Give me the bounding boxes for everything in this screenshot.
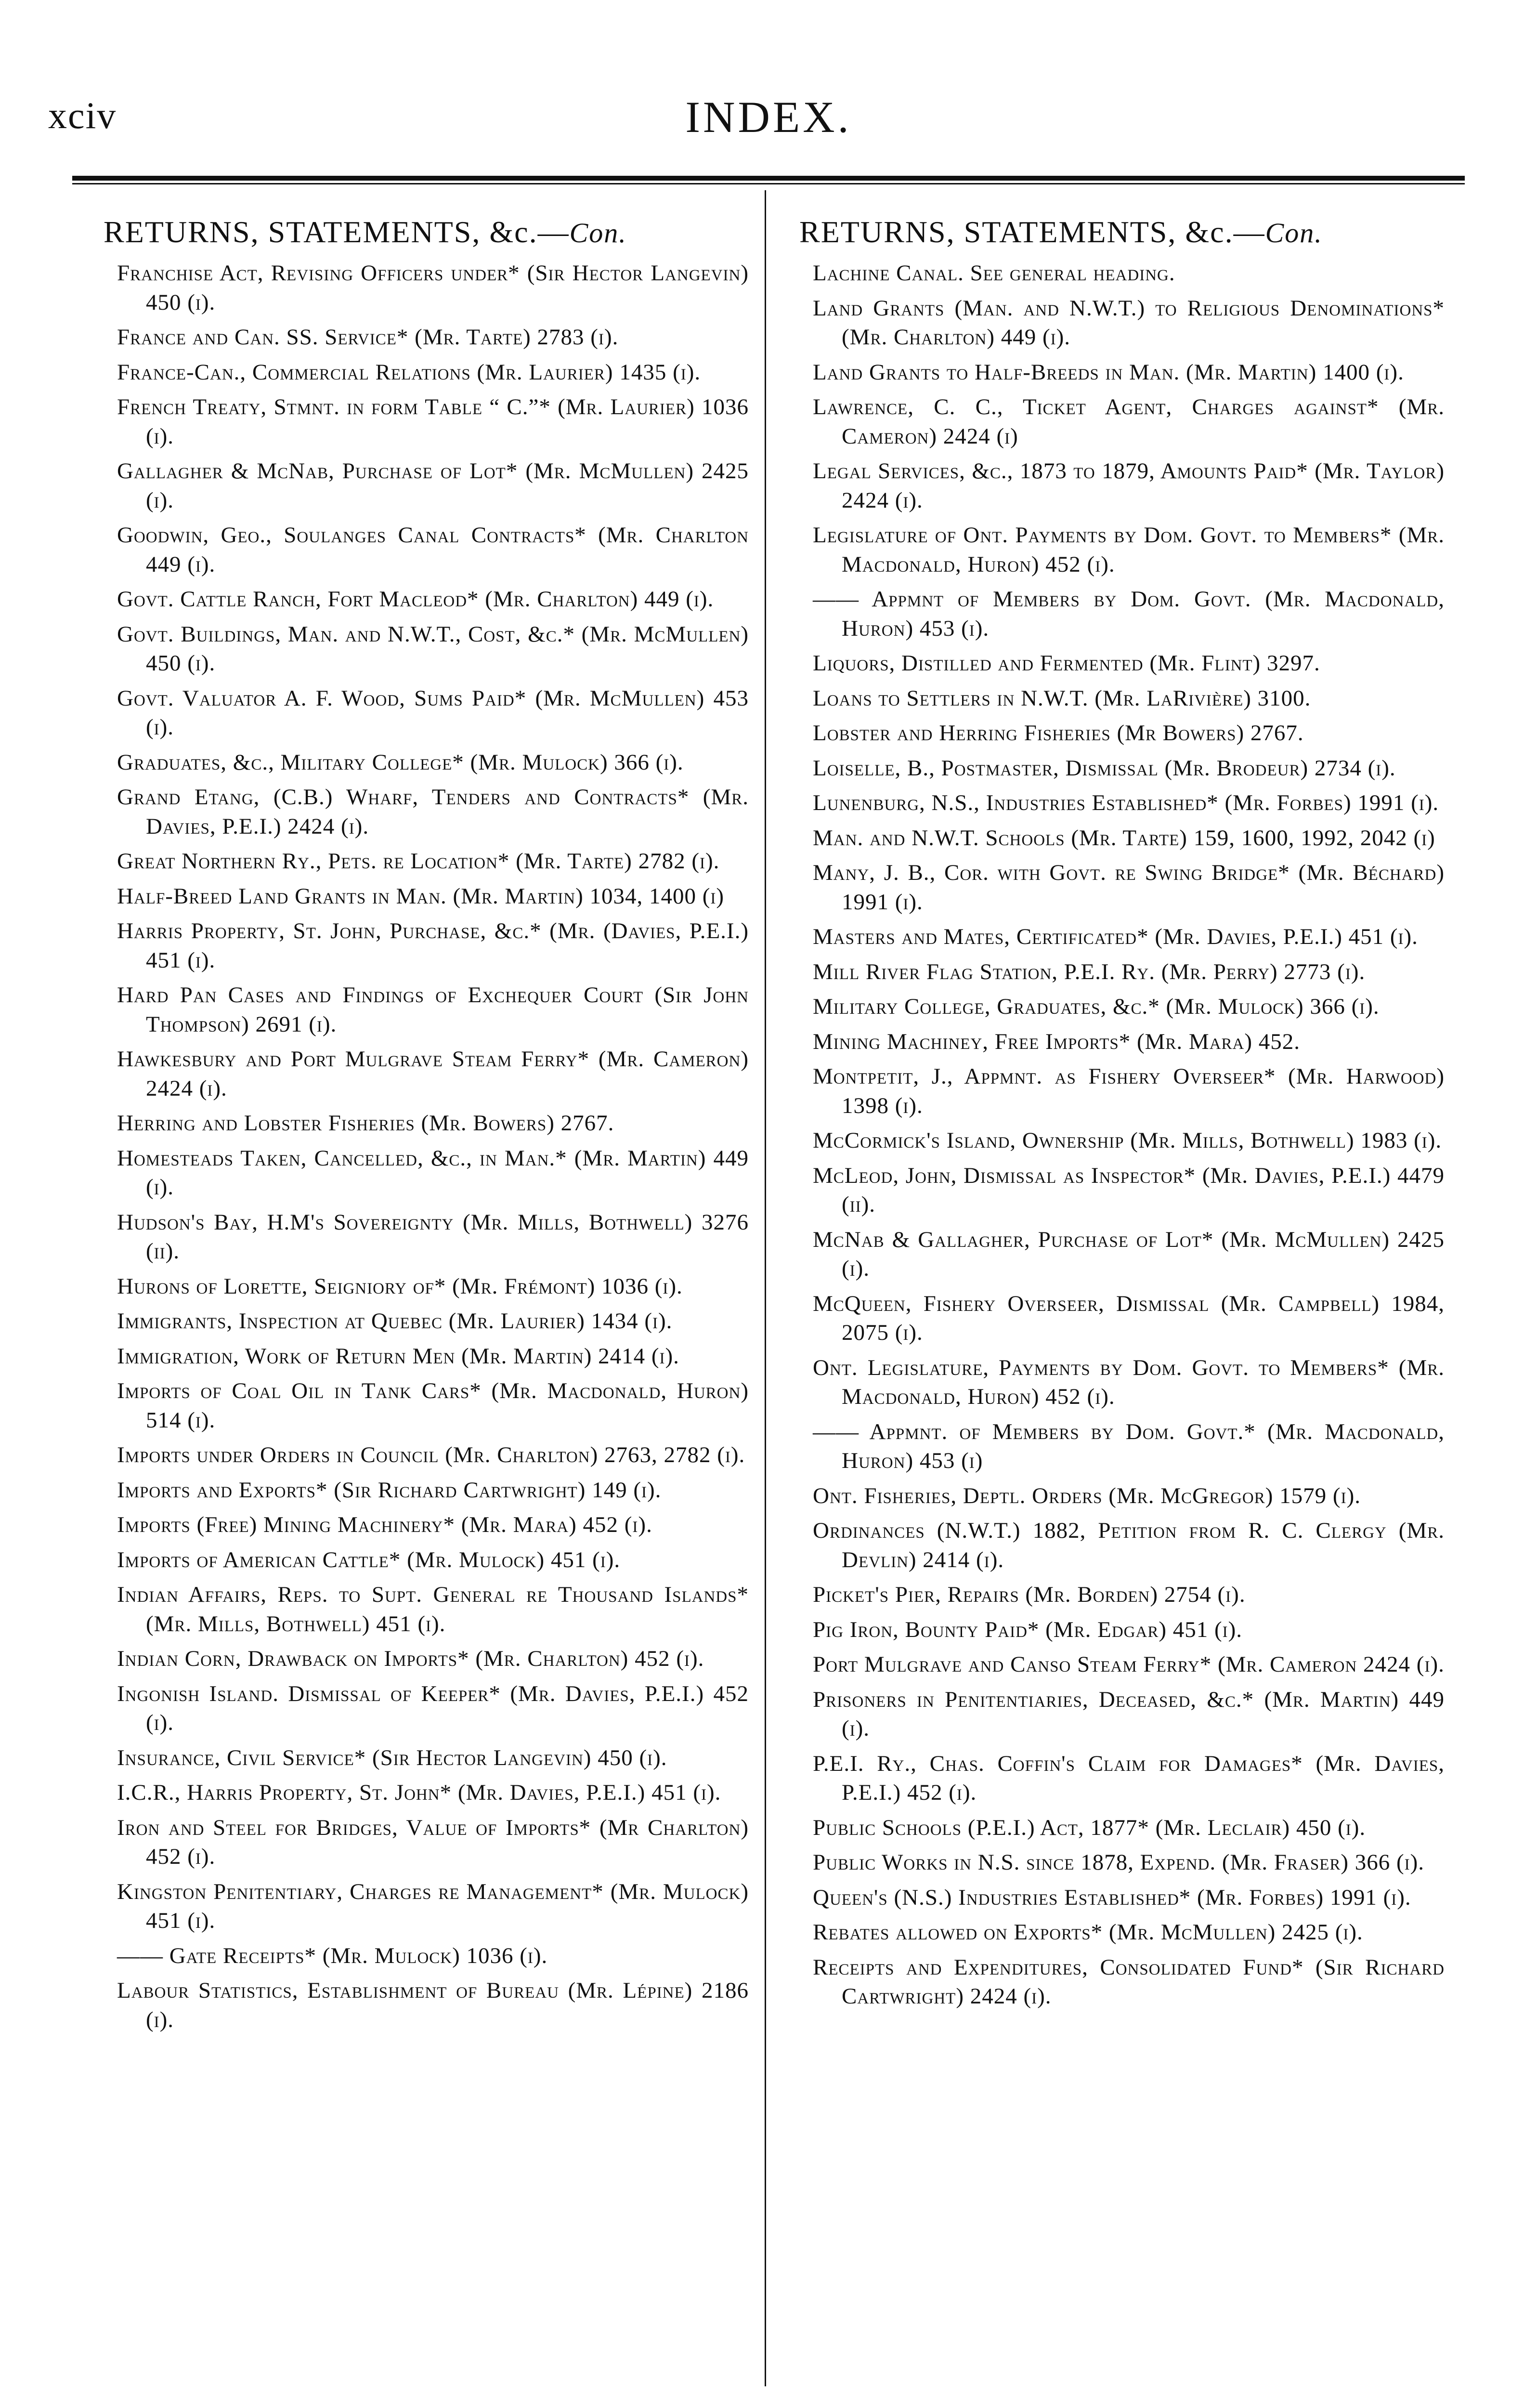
heading-continued: Con. [569, 217, 627, 249]
index-entry: Masters and Mates, Certificated* (Mr. Davies, P.E.I.) 451 (i). [813, 924, 1418, 949]
right-column [799, 214, 1445, 2017]
index-entry: Imports of Coal Oil in Tank Cars* (Mr. Macdonald, Huron) 514 (i). [117, 1378, 749, 1433]
index-entry: I.C.R., Harris Property, St. John* (Mr. Davies, P.E.I.) 451 (i). [117, 1780, 721, 1805]
heading-text: RETURNS, STATEMENTS, &c.— [799, 215, 1265, 249]
index-entry: Govt. Valuator A. F. Wood, Sums Paid* (Mr. McMullen) 453 (i). [117, 685, 749, 740]
index-entry: Imports (Free) Mining Machinery* (Mr. Mara) 452 (i). [117, 1512, 652, 1537]
index-entry: Many, J. B., Cor. with Govt. re Swing Bridge* (Mr. Béchard) 1991 (i). [813, 860, 1445, 915]
index-entry: Montpetit, J., Appmnt. as Fishery Overseer* (Mr. Harwood) 1398 (i). [813, 1064, 1445, 1118]
index-entry: Govt. Cattle Ranch, Fort Macleod* (Mr. Charlton) 449 (i). [117, 587, 714, 612]
page-title: INDEX. [685, 92, 852, 142]
left-column [104, 214, 749, 2040]
index-entry: Imports of American Cattle* (Mr. Mulock) 451 (i). [117, 1547, 621, 1572]
heading-text: RETURNS, STATEMENTS, &c.— [104, 215, 570, 249]
index-entry: Labour Statistics, Establishment of Bureau (Mr. Lépine) 2186 (i). [117, 1978, 749, 2032]
heading-continued: Con. [1265, 217, 1323, 249]
index-entry: Iron and Steel for Bridges, Value of Imports* (Mr Charlton) 452 (i). [117, 1815, 749, 1869]
column-heading [799, 214, 1445, 250]
index-entry: Great Northern Ry., Pets. re Location* (Mr. Tarte) 2782 (i). [117, 849, 720, 874]
index-entry: Ont. Fisheries, Deptl. Orders (Mr. McGregor) 1579 (i). [813, 1483, 1361, 1508]
index-entry: Lachine Canal. See general heading. [813, 261, 1175, 286]
index-entry: Prisoners in Penitentiaries, Deceased, &c.* (Mr. Martin) 449 (i). [813, 1687, 1445, 1741]
index-entry: Indian Affairs, Reps. to Supt. General re Thousand Islands* (Mr. Mills, Bothwell) 451 (i). [117, 1582, 749, 1636]
index-entry: Ordinances (N.W.T.) 1882, Petition from R. C. Clergy (Mr. Devlin) 2414 (i). [813, 1518, 1445, 1572]
index-entry: Lawrence, C. C., Ticket Agent, Charges against* (Mr. Cameron) 2424 (i) [813, 394, 1445, 449]
index-entry: Goodwin, Geo., Soulanges Canal Contracts* (Mr. Charlton 449 (i). [117, 523, 749, 577]
index-entry: Gallagher & McNab, Purchase of Lot* (Mr. McMullen) 2425 (i). [117, 458, 749, 513]
index-entry: Legal Services, &c., 1873 to 1879, Amounts Paid* (Mr. Taylor) 2424 (i). [813, 458, 1445, 513]
index-entry: Land Grants (Man. and N.W.T.) to Religious Denominations* (Mr. Charlton) 449 (i). [813, 295, 1445, 350]
index-entry: P.E.I. Ry., Chas. Coffin's Claim for Damages* (Mr. Davies, P.E.I.) 452 (i). [813, 1751, 1445, 1805]
index-entry: Harris Property, St. John, Purchase, &c.* (Mr. (Davies, P.E.I.) 451 (i). [117, 918, 749, 973]
index-entry: Military College, Graduates, &c.* (Mr. Mulock) 366 (i). [813, 994, 1380, 1019]
index-entry: Immigration, Work of Return Men (Mr. Martin) 2414 (i). [117, 1343, 679, 1369]
index-entry: McLeod, John, Dismissal as Inspector* (Mr. Davies, P.E.I.) 4479 (ii). [813, 1163, 1445, 1217]
index-entry: Rebates allowed on Exports* (Mr. McMullen) 2425 (i). [813, 1920, 1363, 1945]
left-entry-list [104, 259, 749, 2034]
index-entry: Kingston Penitentiary, Charges re Management* (Mr. Mulock) 451 (i). [117, 1879, 749, 1933]
index-entry: Immigrants, Inspection at Quebec (Mr. Laurier) 1434 (i). [117, 1309, 673, 1334]
index-entry: Liquors, Distilled and Fermented (Mr. Flint) 3297. [813, 651, 1320, 676]
index-entry: Land Grants to Half-Breeds in Man. (Mr. Martin) 1400 (i). [813, 359, 1404, 385]
index-entry: Loans to Settlers in N.W.T. (Mr. LaRivière) 3100. [813, 685, 1311, 711]
index-entry: Govt. Buildings, Man. and N.W.T., Cost, &c.* (Mr. McMullen) 450 (i). [117, 621, 749, 676]
index-entry: McNab & Gallagher, Purchase of Lot* (Mr. McMullen) 2425 (i). [813, 1227, 1445, 1281]
index-entry: —— Appmnt of Members by Dom. Govt. (Mr. Macdonald, Huron) 453 (i). [813, 587, 1445, 641]
index-entry: Queen's (N.S.) Industries Established* (Mr. Forbes) 1991 (i). [813, 1885, 1411, 1910]
index-entry: Man. and N.W.T. Schools (Mr. Tarte) 159, 1600, 1992, 2042 (i) [813, 825, 1435, 851]
header-rule-thin [72, 183, 1465, 184]
index-entry: Franchise Act, Revising Officers under* (Sir Hector Langevin) 450 (i). [117, 261, 749, 315]
index-entry: Grand Etang, (C.B.) Wharf, Tenders and Contracts* (Mr. Davies, P.E.I.) 2424 (i). [117, 785, 749, 839]
index-entry: Public Schools (P.E.I.) Act, 1877* (Mr. Leclair) 450 (i). [813, 1815, 1366, 1840]
header-rule [72, 176, 1465, 181]
index-entry: Hard Pan Cases and Findings of Exchequer Court (Sir John Thompson) 2691 (i). [117, 982, 749, 1037]
index-entry: McCormick's Island, Ownership (Mr. Mills, Bothwell) 1983 (i). [813, 1128, 1442, 1153]
index-entry: Receipts and Expenditures, Consolidated Fund* (Sir Richard Cartwright) 2424 (i). [813, 1954, 1445, 2009]
index-entry: France and Can. SS. Service* (Mr. Tarte) 2783 (i). [117, 325, 619, 350]
page-number: xciv [48, 94, 117, 136]
index-entry: Insurance, Civil Service* (Sir Hector Langevin) 450 (i). [117, 1745, 667, 1770]
column-divider [765, 190, 766, 2386]
index-entry: Herring and Lobster Fisheries (Mr. Bowers) 2767. [117, 1111, 614, 1136]
index-entry: Graduates, &c., Military College* (Mr. Mulock) 366 (i). [117, 749, 684, 775]
index-entry: Mill River Flag Station, P.E.I. Ry. (Mr. Perry) 2773 (i). [813, 959, 1366, 984]
index-entry: —— Gate Receipts* (Mr. Mulock) 1036 (i). [117, 1943, 548, 1968]
index-entry: —— Appmnt. of Members by Dom. Govt.* (Mr. Macdonald, Huron) 453 (i) [813, 1419, 1445, 1473]
index-entry: France-Can., Commercial Relations (Mr. Laurier) 1435 (i). [117, 359, 701, 385]
index-entry: Half-Breed Land Grants in Man. (Mr. Martin) 1034, 1400 (i) [117, 883, 725, 909]
index-entry: McQueen, Fishery Overseer, Dismissal (Mr. Campbell) 1984, 2075 (i). [813, 1291, 1445, 1345]
index-entry: Imports and Exports* (Sir Richard Cartwright) 149 (i). [117, 1477, 662, 1503]
column-heading [104, 214, 749, 250]
index-entry: Legislature of Ont. Payments by Dom. Govt. to Members* (Mr. Macdonald, Huron) 452 (i). [813, 523, 1445, 577]
index-entry: Loiselle, B., Postmaster, Dismissal (Mr. Brodeur) 2734 (i). [813, 755, 1396, 781]
index-entry: Ont. Legislature, Payments by Dom. Govt. to Members* (Mr. Macdonald, Huron) 452 (i). [813, 1355, 1445, 1409]
index-entry: Imports under Orders in Council (Mr. Charlton) 2763, 2782 (i). [117, 1442, 745, 1467]
index-entry: Picket's Pier, Repairs (Mr. Borden) 2754 (i). [813, 1582, 1246, 1607]
index-entry: Pig Iron, Bounty Paid* (Mr. Edgar) 451 (i). [813, 1617, 1243, 1642]
index-entry: Hurons of Lorette, Seigniory of* (Mr. Frémont) 1036 (i). [117, 1273, 683, 1299]
index-entry: Ingonish Island. Dismissal of Keeper* (Mr. Davies, P.E.I.) 452 (i). [117, 1681, 749, 1735]
index-entry: Mining Machiney, Free Imports* (Mr. Mara) 452. [813, 1029, 1301, 1054]
right-entry-list [799, 259, 1445, 2011]
index-entry: Hawkesbury and Port Mulgrave Steam Ferry* (Mr. Cameron) 2424 (i). [117, 1047, 749, 1101]
index-entry: Lunenburg, N.S., Industries Established* (Mr. Forbes) 1991 (i). [813, 790, 1439, 815]
index-entry: Indian Corn, Drawback on Imports* (Mr. Charlton) 452 (i). [117, 1646, 704, 1671]
index-entry: Lobster and Herring Fisheries (Mr Bowers) 2767. [813, 720, 1304, 746]
index-entry: Public Works in N.S. since 1878, Expend. (Mr. Fraser) 366 (i). [813, 1850, 1425, 1875]
index-entry: Hudson's Bay, H.M's Sovereignty (Mr. Mills, Bothwell) 3276 (ii). [117, 1209, 749, 1264]
index-entry: French Treaty, Stmnt. in form Table “ C.”* (Mr. Laurier) 1036 (i). [117, 394, 749, 449]
index-entry: Homesteads Taken, Cancelled, &c., in Man.* (Mr. Martin) 449 (i). [117, 1145, 749, 1200]
index-entry: Port Mulgrave and Canso Steam Ferry* (Mr. Cameron 2424 (i). [813, 1652, 1445, 1677]
